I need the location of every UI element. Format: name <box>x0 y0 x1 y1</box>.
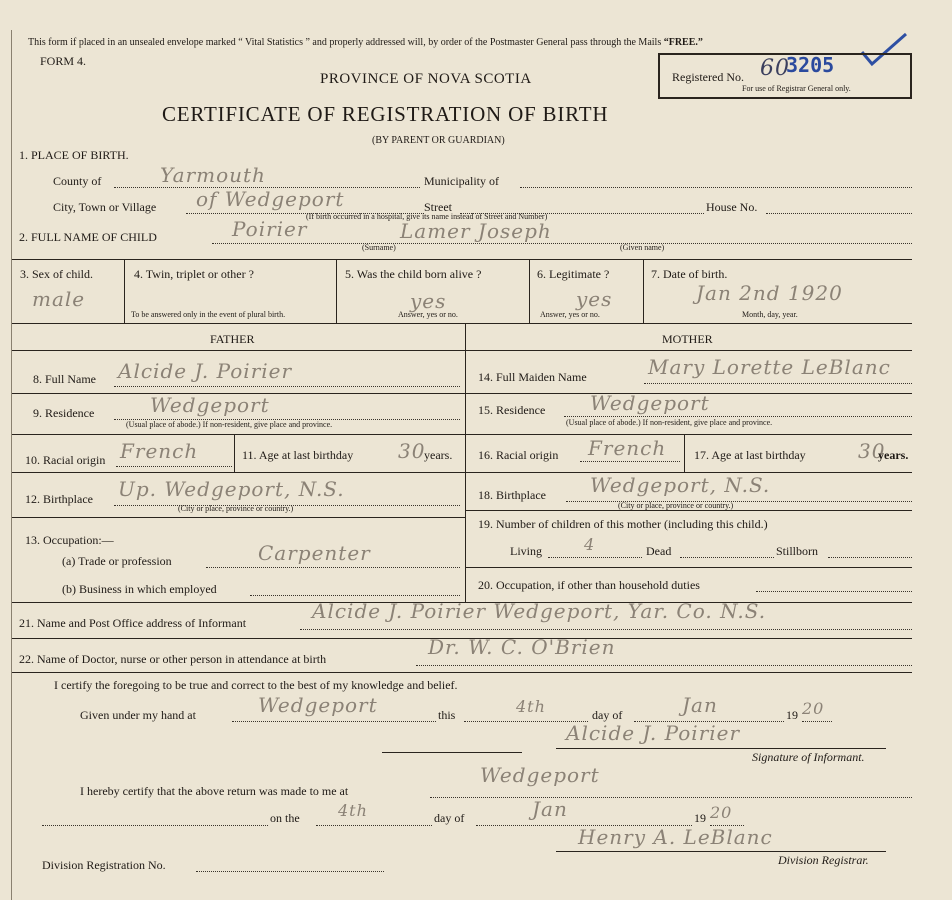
division-registrar-caption: Division Registrar. <box>778 853 869 867</box>
mother-age-label: 17. Age at last birthday <box>694 448 806 462</box>
mother-residence-label: 15. Residence <box>478 403 546 417</box>
father-occupation-label: 13. Occupation:— <box>25 533 114 547</box>
street-label: Street <box>424 200 452 214</box>
child-name-label: 2. FULL NAME OF CHILD <box>19 230 157 244</box>
father-heading: FATHER <box>210 332 255 346</box>
business-label: (b) Business in which employed <box>62 582 217 596</box>
page-title: CERTIFICATE OF REGISTRATION OF BIRTH <box>162 102 609 126</box>
house-label: House No. <box>706 200 758 214</box>
mother-birthplace-note: (City or place, province or country.) <box>618 501 734 510</box>
living-label: Living <box>510 544 542 558</box>
father-racial-label: 10. Racial origin <box>25 453 106 467</box>
page-subtitle: (BY PARENT OR GUARDIAN) <box>372 135 505 146</box>
doctor-label: 22. Name of Doctor, nurse or other person in attendance at birth <box>19 652 327 666</box>
given-year-value: 20 <box>802 699 825 718</box>
registered-label: Registered No. <box>672 70 744 84</box>
city-value: of Wedgeport <box>196 187 345 211</box>
dob-note: Month, day, year. <box>742 310 798 319</box>
living-value: 4 <box>584 535 596 554</box>
mother-occupation-label: 20. Occupation, if other than household duties <box>478 578 700 592</box>
child-given-value: Lamer Joseph <box>400 219 552 243</box>
legitimate-value: yes <box>576 287 613 311</box>
legitimate-label: 6. Legitimate ? <box>537 267 610 281</box>
sex-label: 3. Sex of child. <box>20 267 93 281</box>
division-registration-label: Division Registration No. <box>42 858 166 872</box>
left-margin-line <box>11 30 12 900</box>
father-birthplace-note: (City or place, province or country.) <box>178 504 294 513</box>
father-residence-value: Wedgeport <box>150 393 270 417</box>
city-label: City, Town or Village <box>53 200 157 214</box>
father-age-unit: years. <box>424 448 453 462</box>
informant-value: Alcide J. Poirier Wedgeport, Yar. Co. N.S. <box>312 599 767 623</box>
given-place-value: Wedgeport <box>258 693 378 717</box>
trade-label: (a) Trade or profession <box>62 554 172 568</box>
registrar-use-note: For use of Registrar General only. <box>742 84 851 93</box>
signature-caption: Signature of Informant. <box>752 750 865 764</box>
registrar-place-value: Wedgeport <box>480 763 600 787</box>
children-count-label: 19. Number of children of this mother (including this child.) <box>478 517 768 531</box>
on-the-label: on the <box>270 811 300 825</box>
mother-birthplace-label: 18. Birthplace <box>478 488 546 502</box>
child-surname-value: Poirier <box>232 217 308 241</box>
mother-racial-value: French <box>588 436 667 460</box>
dead-label: Dead <box>646 544 672 558</box>
father-residence-note: (Usual place of abode.) If non-resident, give place and province. <box>126 420 333 429</box>
registrar-month-value: Jan <box>532 797 568 821</box>
dob-value: Jan 2nd 1920 <box>696 281 843 305</box>
father-name-label: 8. Full Name <box>33 372 96 386</box>
registrar-year-prefix: 19 <box>694 811 706 825</box>
informant-label: 21. Name and Post Office address of Informant <box>19 616 247 630</box>
given-month-value: Jan <box>682 693 718 717</box>
father-residence-label: 9. Residence <box>33 406 95 420</box>
mailing-notice-text: This form if placed in an unsealed envelope marked “ Vital Statistics ” and properly addressed will, by order of the Postmaster General pass through the Mails <box>28 37 662 48</box>
registrar-day-value: 4th <box>338 801 368 820</box>
registered-stamp-number: 3205 <box>786 53 835 77</box>
municipality-label: Municipality of <box>424 174 499 188</box>
free-label: “FREE.” <box>663 37 703 48</box>
mother-name-label: 14. Full Maiden Name <box>478 370 587 384</box>
father-age-label: 11. Age at last birthday <box>242 448 354 462</box>
registrar-year-value: 20 <box>710 803 733 822</box>
trade-value: Carpenter <box>258 541 371 565</box>
alive-value: yes <box>410 289 447 313</box>
registrar-day-of-label: day of <box>434 811 465 825</box>
legitimate-note: Answer, yes or no. <box>540 310 600 319</box>
place-section-label: 1. PLACE OF BIRTH. <box>19 148 129 162</box>
this-label: this <box>438 708 456 722</box>
form-number: FORM 4. <box>40 54 87 68</box>
mother-age-value: 30 <box>858 439 886 463</box>
given-year-prefix: 19 <box>786 708 798 722</box>
mother-residence-value: Wedgeport <box>590 391 710 415</box>
mailing-notice <box>28 36 703 50</box>
mother-birthplace-value: Wedgeport, N.S. <box>590 473 771 497</box>
county-label: County of <box>53 174 102 188</box>
province-heading: PROVINCE OF NOVA SCOTIA <box>320 71 532 87</box>
mother-age-unit: years. <box>878 448 909 462</box>
mother-name-value: Mary Lorette LeBlanc <box>648 355 891 379</box>
sex-value: male <box>32 287 86 311</box>
hospital-note: (If birth occurred in a hospital, give its name instead of Street and Number) <box>306 212 548 221</box>
twin-note: To be answered only in the event of plural birth. <box>131 310 286 319</box>
alive-label: 5. Was the child born alive ? <box>345 267 482 281</box>
informant-signature: Alcide J. Poirier <box>566 721 741 745</box>
registered-handwritten: 60 <box>760 56 790 81</box>
alive-note: Answer, yes or no. <box>398 310 458 319</box>
father-name-value: Alcide J. Poirier <box>118 359 293 383</box>
father-birthplace-value: Up. Wedgeport, N.S. <box>118 477 345 501</box>
mother-heading: MOTHER <box>662 332 713 346</box>
certify-statement: I certify the foregoing to be true and correct to the best of my knowledge and belief. <box>54 678 458 692</box>
surname-note: (Surname) <box>362 243 396 252</box>
given-name-note: (Given name) <box>620 243 665 252</box>
stillborn-label: Stillborn <box>776 544 819 558</box>
father-birthplace-label: 12. Birthplace <box>25 492 93 506</box>
father-age-value: 30 <box>398 439 426 463</box>
mother-racial-label: 16. Racial origin <box>478 448 559 462</box>
registrar-statement: I hereby certify that the above return was made to me at <box>80 784 349 798</box>
registrar-signature: Henry A. LeBlanc <box>578 825 773 849</box>
this-day-value: 4th <box>516 697 546 716</box>
county-value: Yarmouth <box>160 163 266 187</box>
twin-label: 4. Twin, triplet or other ? <box>134 267 254 281</box>
day-of-label: day of <box>592 708 623 722</box>
dob-label: 7. Date of birth. <box>651 267 728 281</box>
given-under-label: Given under my hand at <box>80 708 196 722</box>
doctor-value: Dr. W. C. O'Brien <box>428 635 616 659</box>
mother-residence-note: (Usual place of abode.) If non-resident, give place and province. <box>566 418 773 427</box>
father-racial-value: French <box>120 439 199 463</box>
